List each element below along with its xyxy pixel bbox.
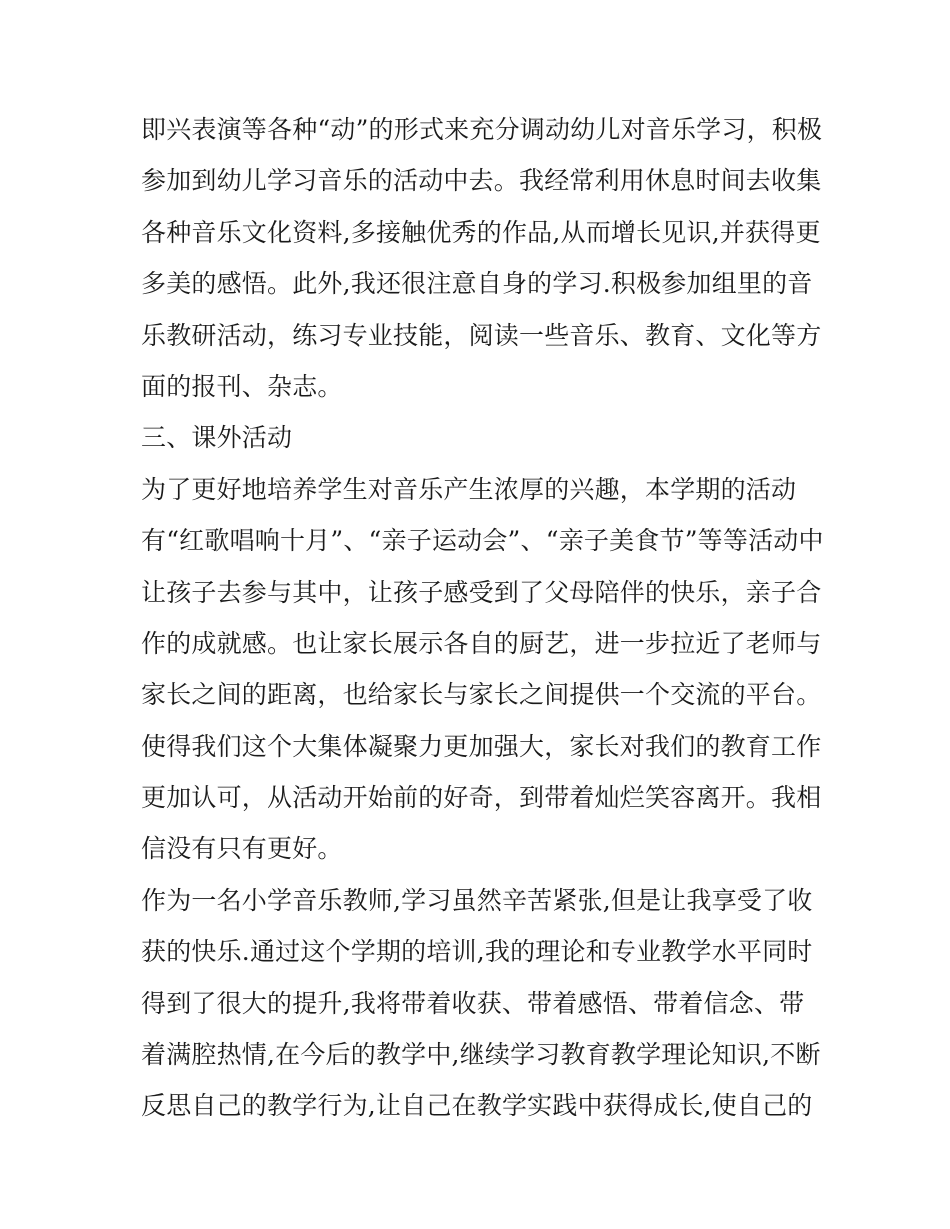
text-line: 作为一名小学音乐教师,学习虽然辛苦紧张,但是让我享受了收 (141, 885, 813, 915)
text-line: 反思自己的教学行为,让自己在教学实践中获得成长,使自己的 (141, 1091, 813, 1121)
text-line: 有“红歌唱响十月”、“亲子运动会”、“亲子美食节”等等活动中 (141, 526, 824, 556)
text-line: 面的报刊、杂志。 (141, 371, 343, 401)
text-line: 信没有只有更好。 (141, 834, 343, 864)
text-line: 作的成就感。也让家长展示各自的厨艺，进一步拉近了老师与 (141, 628, 822, 658)
text-line: 各种音乐文化资料,多接触优秀的作品,从而增长见识,并获得更 (141, 217, 821, 247)
text-line: 为了更好地培养学生对音乐产生浓厚的兴趣，本学期的活动 (141, 474, 797, 504)
text-line: 家长之间的距离，也给家长与家长之间提供一个交流的平台。 (141, 680, 822, 710)
text-line: 使得我们这个大集体凝聚力更加强大，家长对我们的教育工作 (141, 731, 822, 761)
text-line: 即兴表演等各种“动”的形式来充分调动幼儿对音乐学习，积极 (141, 115, 823, 144)
body-text (141, 104, 824, 1132)
text-line: 乐教研活动，练习专业技能，阅读一些音乐、教育、文化等方 (141, 320, 822, 350)
text-line: 获的快乐.通过这个学期的培训,我的理论和专业教学水平同时 (141, 937, 813, 967)
text-line: 更加认可，从活动开始前的好奇，到带着灿烂笑容离开。我相 (141, 783, 822, 813)
text-line: 参加到幼儿学习音乐的活动中去。我经常利用休息时间去收集 (141, 166, 822, 196)
text-line: 让孩子去参与其中，让孩子感受到了父母陪伴的快乐，亲子合 (141, 577, 822, 607)
text-line: 得到了很大的提升,我将带着收获、带着感悟、带着信念、带 (141, 988, 805, 1018)
section-heading: 三、课外活动 (141, 423, 293, 453)
text-line: 多美的感悟。此外,我还很注意自身的学习.积极参加组里的音 (141, 269, 813, 299)
text-line: 着满腔热情,在今后的教学中,继续学习教育教学理论知识,不断 (141, 1040, 821, 1070)
